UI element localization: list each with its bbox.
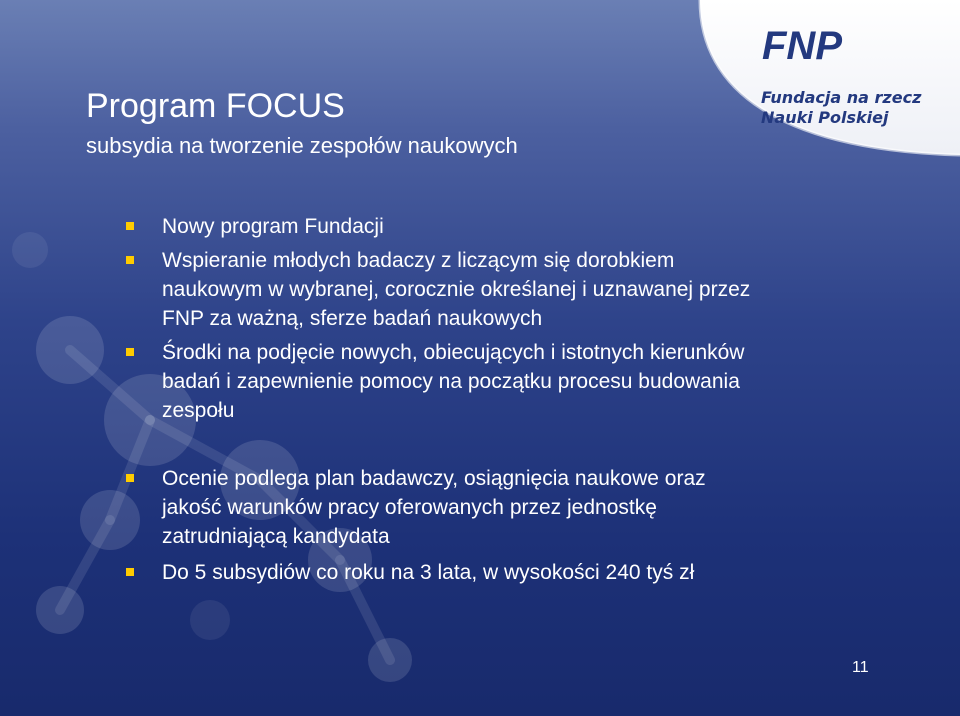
slide-title: Program FOCUS xyxy=(86,87,345,125)
bullet-line: Wspieranie młodych badaczy z liczącym się dorobkiem xyxy=(162,249,675,272)
bullet-line: FNP za ważną, sferze badań naukowych xyxy=(162,307,543,330)
square-bullet-icon xyxy=(126,348,134,356)
bullet-line: Nowy program Fundacji xyxy=(162,215,384,238)
square-bullet-icon xyxy=(126,256,134,264)
fnp-logo-mark: FNP xyxy=(762,24,842,68)
bullet-line: badań i zapewnienie pomocy na początku procesu budowania xyxy=(162,370,740,393)
bullet-line: Ocenie podlega plan badawczy, osiągnięcia naukowe oraz xyxy=(162,467,706,490)
square-bullet-icon xyxy=(126,222,134,230)
logo-text-line-2: Nauki Polskiej xyxy=(761,108,889,127)
square-bullet-icon xyxy=(126,568,134,576)
bullet-line: zatrudniającą kandydata xyxy=(162,525,390,548)
square-bullet-icon xyxy=(126,474,134,482)
bullet-line: jakość warunków pracy oferowanych przez jednostkę xyxy=(162,496,657,519)
bullet-line: zespołu xyxy=(162,399,235,422)
bullet-line: Środki na podjęcie nowych, obiecujących i istotnych kierunków xyxy=(162,341,745,364)
bullet-line: naukowym w wybranej, corocznie określanej i uznawanej przez xyxy=(162,278,751,301)
bullet-line: Do 5 subsydiów co roku na 3 lata, w wysokości 240 tyś zł xyxy=(162,561,695,584)
page-number: 11 xyxy=(852,659,869,676)
logo-text-line-1: Fundacja na rzecz xyxy=(761,88,922,107)
slide-subtitle: subsydia na tworzenie zespołów naukowych xyxy=(86,133,518,158)
